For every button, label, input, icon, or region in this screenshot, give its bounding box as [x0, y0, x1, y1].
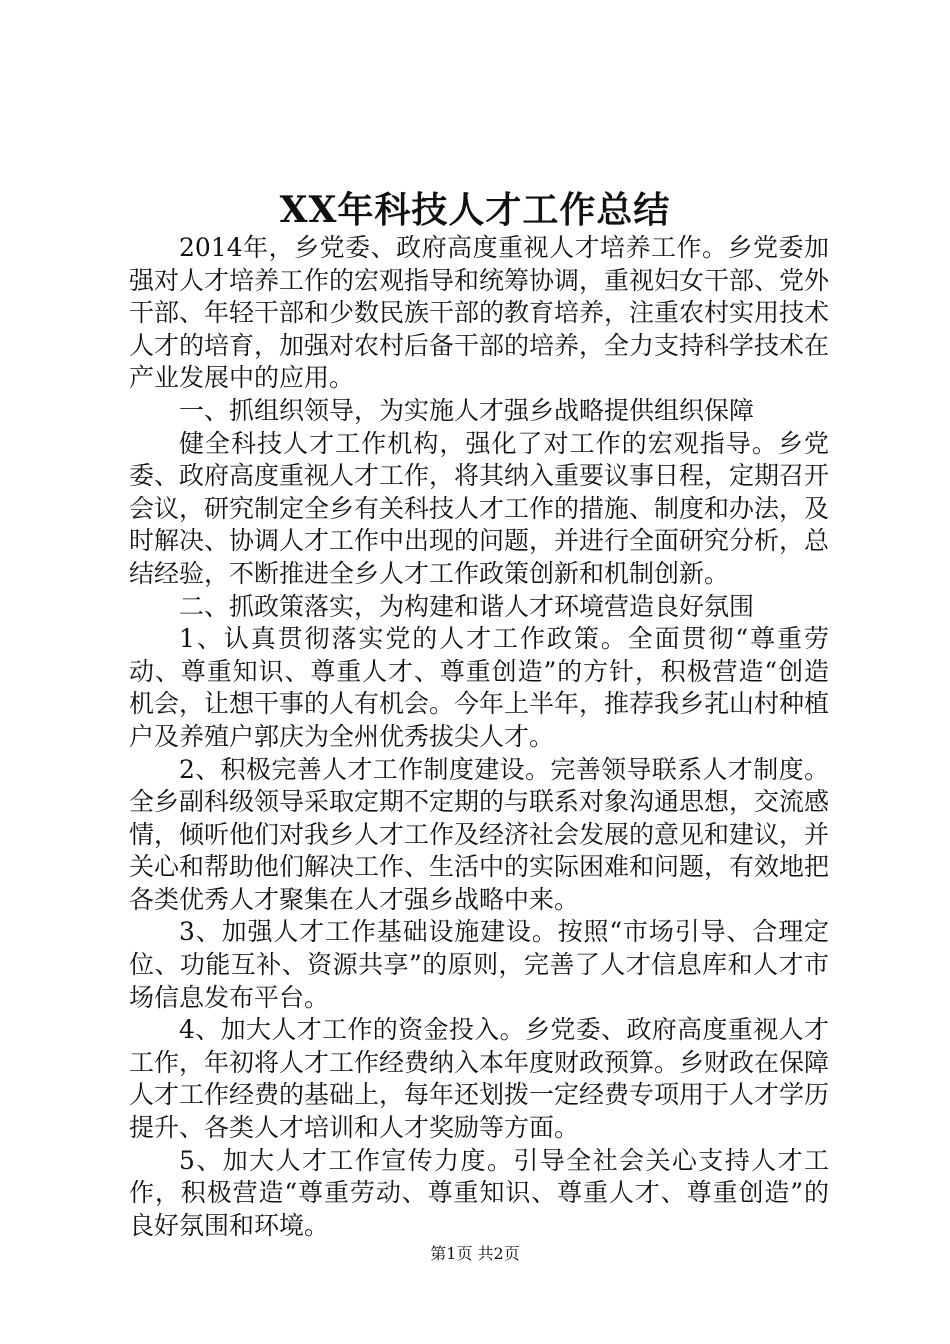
paragraph-item-4: 4、加大人才工作的资金投入。乡党委、政府高度重视人才工作，年初将人才工作经费纳入本年度财政预算。乡财政在保障人才工作经费的基础上，每年还划拨一定经费专项用于人才学历提升、各类人才培训和人才奖励等方面。: [129, 1015, 830, 1143]
document-body: [129, 232, 829, 1242]
document-title: XX年科技人才工作总结: [279, 189, 671, 231]
paragraph-item-5: 5、加大人才工作宣传力度。引导全社会关心支持人才工作，积极营造“尊重劳动、尊重知识、尊重人才、尊重创造”的良好氛围和环境。: [129, 1145, 829, 1240]
section-heading-2: 二、抓政策落实，为构建和谐人才环境营造良好氛围: [179, 591, 755, 621]
paragraph-intro: 2014年，乡党委、政府高度重视人才培养工作。乡党委加强对人才培养工作的宏观指导和统筹协调，重视妇女干部、党外干部、年轻干部和少数民族干部的教育培养，注重农村实用技术人才的培育，加强对农村后备干部的培养，全力支持科学技术在产业发展中的应用。: [129, 233, 830, 393]
paragraph-item-1: 1、认真贯彻落实党的人才工作政策。全面贯彻“尊重劳动、尊重知识、尊重人才、尊重创造”的方针，积极营造“创造机会，让想干事的人有机会。今年上半年，推荐我乡芤山村种植户及养殖户郭庆为全州优秀拔尖人才。: [129, 624, 830, 751]
paragraph-section-1: 健全科技人才工作机构，强化了对工作的宏观指导。乡党委、政府高度重视人才工作，将其纳入重要议事日程，定期召开会议，研究制定全乡有关科技人才工作的措施、制度和办法，及时解决、协调人才工作中出现的问题，并进行全面研究分析，总结经验，不断推进全乡人才工作政策创新和机制创新。: [129, 428, 830, 588]
paragraph-item-3: 3、加强人才工作基础设施建设。按照“市场引导、合理定位、功能互补、资源共享”的原则，完善了人才信息库和人才市场信息发布平台。: [129, 917, 829, 1012]
section-heading-1: 一、抓组织领导，为实施人才强乡战略提供组织保障: [179, 395, 755, 425]
paragraph-item-2: 2、积极完善人才工作制度建设。完善领导联系人才制度。全乡副科级领导采取定期不定期的与联系对象沟通思想，交流感情，倾听他们对我乡人才工作及经济社会发展的意见和建议，并关心和帮助他们解决工作、生活中的实际困难和问题，有效地把各类优秀人才聚集在人才强乡战略中来。: [129, 754, 830, 914]
page-number: 第1页 共2页: [430, 1244, 520, 1263]
